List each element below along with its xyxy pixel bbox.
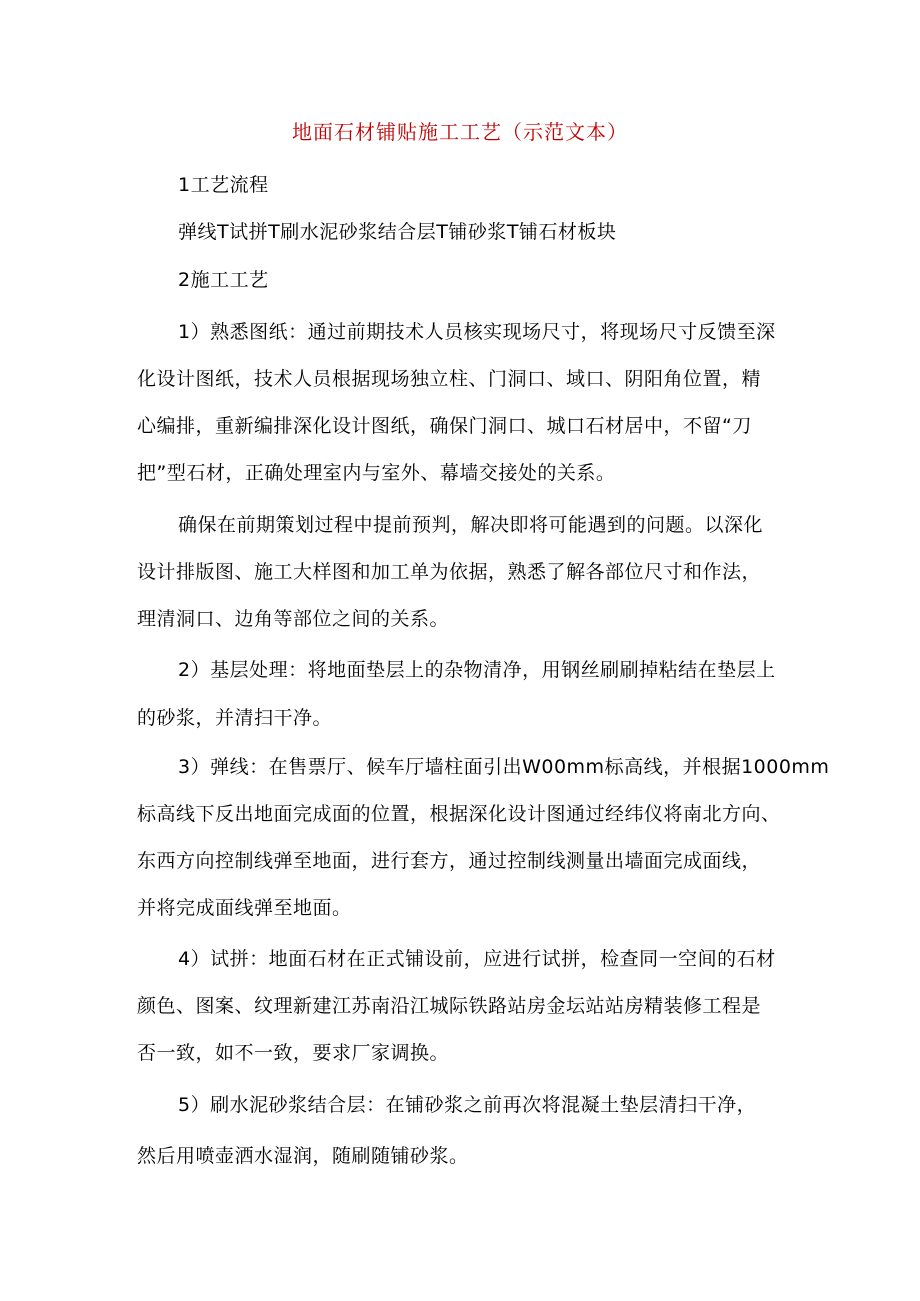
paragraph-line: 并将完成面线弹至地面。 — [137, 897, 352, 919]
section-heading-2: 2施工工艺 — [178, 269, 269, 291]
paragraph-line: 化设计图纸，技术人员根据现场独立柱、门洞口、域口、阴阳角位置，精 — [137, 368, 762, 390]
document-title: 地面石材铺贴施工工艺（示范文本） — [292, 120, 628, 144]
paragraph-line: 标高线下反出地面完成面的位置，根据深化设计图通过经纬仪将南北方向、 — [137, 803, 781, 825]
paragraph-line: 1）熟悉图纸：通过前期技术人员核实现场尺寸，将现场尺寸反馈至深 — [178, 321, 776, 343]
paragraph-line: 5）刷水泥砂浆结合层：在铺砂浆之前再次将混凝土垫层清扫干净， — [178, 1094, 757, 1116]
paragraph-line: 设计排版图、施工大样图和加工单为依据，熟悉了解各部位尺寸和作法， — [137, 561, 762, 583]
paragraph-line: 否一致，如不一致，要求厂家调换。 — [137, 1042, 450, 1064]
paragraph-line: 颜色、图案、纹理新建江苏南沿江城际铁路站房金坛站站房精装修工程是 — [137, 995, 762, 1017]
paragraph-line: 确保在前期策划过程中提前预判，解决即将可能遇到的问题。以深化 — [178, 514, 764, 536]
paragraph-line: 3）弹线：在售票厅、候车厅墙柱面引出W00mm标高线，并根据1000mm — [178, 756, 830, 778]
section-heading-1: 1工艺流程 — [178, 174, 269, 196]
paragraph-line: 然后用喷壶洒水湿润，随刷随铺砂浆。 — [137, 1145, 469, 1167]
paragraph-line: 把”型石材，正确处理室内与室外、幕墙交接处的关系。 — [137, 462, 616, 484]
paragraph-line: 4）试拼：地面石材在正式铺设前，应进行试拼，检查同一空间的石材 — [178, 948, 776, 970]
paragraph-line: 理清洞口、边角等部位之间的关系。 — [137, 608, 450, 630]
paragraph-line: 东西方向控制线弹至地面，进行套方，通过控制线测量出墙面完成面线， — [137, 850, 762, 872]
paragraph-line: 的砂浆，并清扫干净。 — [137, 707, 333, 729]
process-flow: 弹线T试拼T刷水泥砂浆结合层T铺砂浆T铺石材板块 — [178, 221, 617, 243]
paragraph-line: 2）基层处理：将地面垫层上的杂物清净，用钢丝刷刷掉粘结在垫层上 — [178, 659, 776, 681]
paragraph-line: 心编排，重新编排深化设计图纸，确保门洞口、城口石材居中，不留“刀 — [137, 415, 752, 437]
